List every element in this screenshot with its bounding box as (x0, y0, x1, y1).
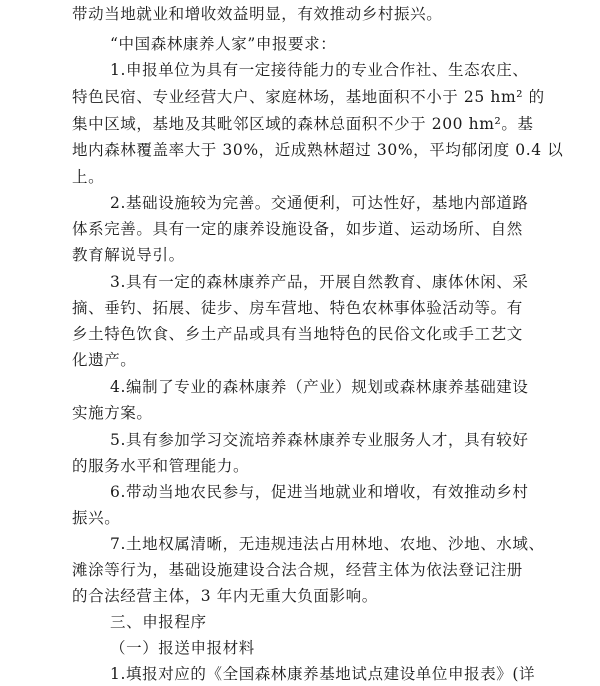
paragraph-line: 摘、垂钓、拓展、徒步、房车营地、特色农林事体验活动等。有 (72, 298, 523, 317)
section-heading: 三、申报程序 (110, 612, 207, 631)
paragraph-line: 化遗产。 (72, 350, 137, 369)
section-heading: “中国森林康养人家”申报要求： (110, 34, 337, 53)
paragraph-line: 6.带动当地农民参与，促进当地就业和增收，有效推动乡村 (110, 482, 529, 501)
paragraph-line: 教育解说导引。 (72, 245, 185, 264)
paragraph-line: 3.具有一定的森林康养产品，开展自然教育、康体休闲、采 (110, 272, 529, 291)
paragraph-line: 滩涂等行为，基础设施建设合法合规，经营主体为依法登记注册 (72, 560, 523, 579)
paragraph-line: 1.填报对应的《全国森林康养基地试点建设单位申报表》(详 (110, 665, 536, 683)
paragraph-line: 的合法经营主体，3 年内无重大负面影响。 (72, 586, 378, 605)
paragraph-line: 2.基础设施较为完善。交通便利，可达性好，基地内部道路 (110, 193, 529, 212)
paragraph-line: 地内森林覆盖率大于 30%，近成熟林超过 30%，平均郁闭度 0.4 以 (72, 140, 564, 159)
paragraph-line: 1.申报单位为具有一定接待能力的专业合作社、生态农庄、 (110, 60, 529, 79)
subsection-heading: （一）报送申报材料 (110, 639, 255, 657)
paragraph-line: 带动当地就业和增收效益明显，有效推动乡村振兴。 (72, 5, 443, 23)
paragraph-line: 的服务水平和管理能力。 (72, 456, 250, 475)
paragraph-line: 5.具有参加学习交流培养森林康养专业服务人才，具有较好 (110, 430, 529, 449)
paragraph-line: 体系完善。具有一定的康养设施设备，如步道、运动场所、自然 (72, 219, 523, 238)
paragraph-line: 实施方案。 (72, 403, 153, 422)
paragraph-line: 乡土特色饮食、乡土产品或具有当地特色的民俗文化或手工艺文 (72, 324, 523, 343)
paragraph-line: 4.编制了专业的森林康养（产业）规划或森林康养基础建设 (110, 377, 529, 396)
paragraph-line: 集中区域，基地及其毗邻区域的森林总面积不少于 200 hm²。基 (72, 114, 534, 133)
paragraph-line: 上。 (72, 167, 105, 186)
paragraph-line: 振兴。 (72, 508, 121, 527)
paragraph-line: 特色民宿、专业经营大户、家庭林场，基地面积不小于 25 hm² 的 (72, 87, 545, 106)
paragraph-line: 7.土地权属清晰，无违规违法占用林地、农地、沙地、水域、 (110, 534, 545, 553)
